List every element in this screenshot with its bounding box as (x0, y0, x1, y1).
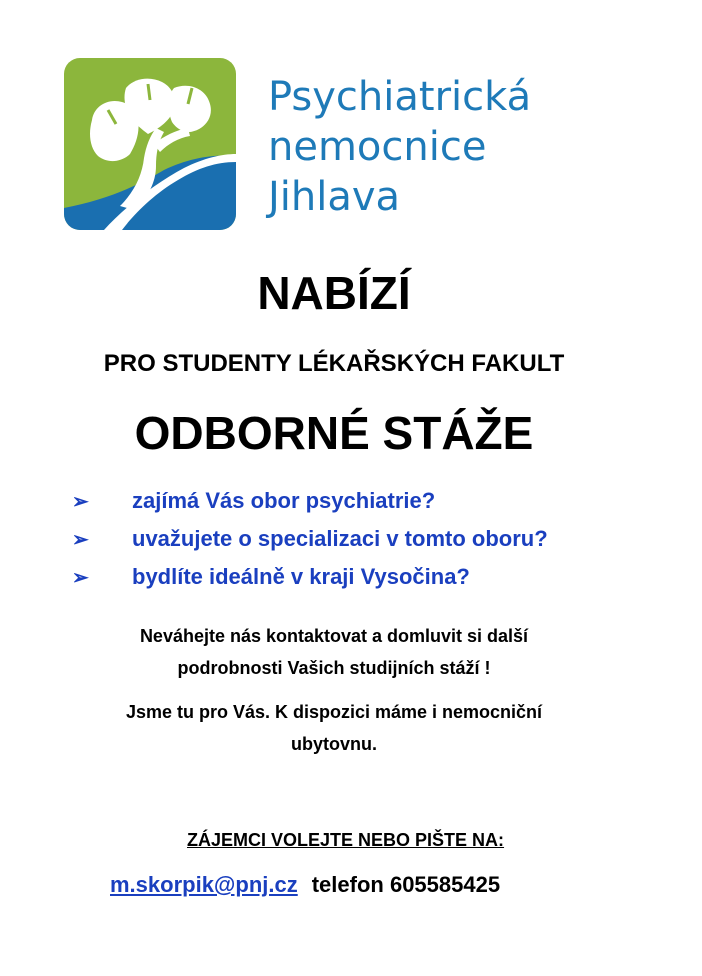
paragraph-line: ubytovnu. (291, 734, 377, 754)
phone-number: telefon 605585425 (311, 872, 501, 897)
arrow-bullet-icon: ➢ (72, 490, 89, 513)
list-item (72, 520, 548, 558)
headline-internships: ODBORNÉ STÁŽE (134, 407, 534, 459)
ginkgo-tree-logo-icon (64, 58, 236, 230)
logo-line-1: Psychiatrická (268, 74, 532, 120)
logo-line-2: nemocnice (268, 124, 487, 170)
accommodation-paragraph (0, 696, 668, 760)
contact-invitation-paragraph (0, 620, 668, 684)
list-item-text: zajímá Vás obor psychiatrie? (132, 488, 436, 513)
arrow-bullet-icon: ➢ (72, 528, 89, 551)
arrow-bullet-icon: ➢ (72, 566, 89, 589)
headline-for-students: PRO STUDENTY LÉKAŘSKÝCH FAKULT (103, 350, 565, 377)
contact-heading: ZÁJEMCI VOLEJTE NEBO PIŠTE NA: (187, 830, 505, 850)
logo-line-3: Jihlava (268, 174, 401, 220)
question-list (72, 482, 548, 596)
list-item (72, 558, 548, 596)
logo-wordmark (268, 72, 531, 222)
email-link[interactable]: m.skorpik@pnj.cz (110, 872, 298, 897)
list-item (72, 482, 548, 520)
list-item-text: bydlíte ideálně v kraji Vysočina? (132, 564, 470, 589)
paragraph-line: podrobnosti Vašich studijních stáží ! (177, 658, 491, 678)
paragraph-line: Jsme tu pro Vás. K dispozici máme i nemocniční (125, 702, 543, 722)
headline-offer: NABÍZÍ (257, 267, 411, 319)
list-item-text: uvažujete o specializaci v tomto oboru? (132, 526, 548, 551)
paragraph-line: Neváhejte nás kontaktovat a domluvit si další (139, 626, 529, 646)
contact-line (110, 872, 500, 898)
